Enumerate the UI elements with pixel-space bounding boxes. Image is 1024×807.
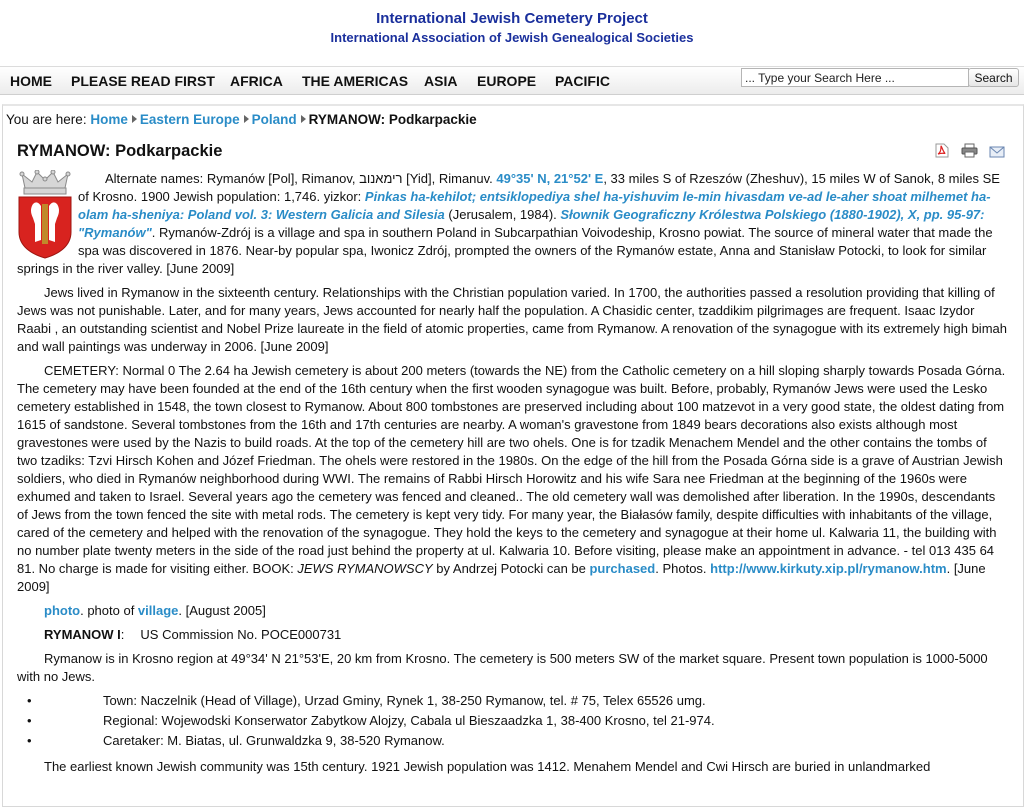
nav-please-read-first[interactable]: PLEASE READ FIRST xyxy=(71,73,215,89)
paragraph-cemetery xyxy=(17,362,1007,596)
site-header xyxy=(0,0,1024,66)
site-subtitle[interactable]: International Association of Jewish Genealogical Societies xyxy=(330,30,694,45)
search-input[interactable] xyxy=(741,68,969,87)
photo-text: . [August 2005] xyxy=(178,603,266,618)
coordinates-link[interactable]: 49°35' N, 21°52' E xyxy=(496,171,604,186)
breadcrumb-arrow-icon xyxy=(301,115,306,123)
breadcrumb-eastern-europe[interactable]: Eastern Europe xyxy=(139,112,240,127)
intro-text: Alternate names: Rymanów [Pol], Rimanov, רימאנוב [Yid], Rimanuv. xyxy=(105,171,497,186)
commission-colon: : xyxy=(120,627,125,642)
nav-europe[interactable]: EUROPE xyxy=(477,73,537,89)
breadcrumb-arrow-icon xyxy=(132,115,137,123)
search-button[interactable]: Search xyxy=(968,68,1019,87)
nav-the-americas[interactable]: THE AMERICAS xyxy=(302,73,409,89)
village-link[interactable]: village xyxy=(137,603,179,618)
nav-asia[interactable]: ASIA xyxy=(424,73,458,89)
intro-text: , 33 miles S of Rzeszów (Zheshuv), 15 miles W of Sanok, 8 miles SE of Krosno. 1900 Jewish population: 1,746. yizkor: xyxy=(78,171,1000,204)
intro-text: (Jerusalem, 1984). xyxy=(444,207,561,222)
photo-text: . photo of xyxy=(80,603,138,618)
breadcrumb-prefix: You are here: xyxy=(6,112,91,127)
slownik-link[interactable]: Słownik Geograficzny Królestwa Polskiego (1880-1902), X, pp. 95-97: "Rymanów" xyxy=(78,207,985,240)
paragraph-earliest: The earliest known Jewish community was 15th century. 1921 Jewish population was 1412. Menahem Mendel and Cwi Hirsch are buried in unlandmarked xyxy=(44,759,931,774)
purchased-link[interactable]: purchased xyxy=(589,561,656,576)
contacts-list xyxy=(17,692,1007,750)
rymanow-i-label: RYMANOW I xyxy=(44,627,121,642)
cemetery-text: by Andrzej Potocki can be xyxy=(432,561,590,576)
breadcrumb-poland[interactable]: Poland xyxy=(251,112,297,127)
paragraph-commission xyxy=(17,626,1007,644)
commission-number: US Commission No. POCE000731 xyxy=(140,627,342,642)
breadcrumb xyxy=(6,112,477,127)
article-title: RYMANOW: Podkarpackie xyxy=(17,142,223,160)
content-area xyxy=(2,104,1024,807)
nav-home[interactable]: HOME xyxy=(10,73,52,89)
paragraph-intro xyxy=(17,170,1007,278)
nav-africa[interactable]: AFRICA xyxy=(230,73,283,89)
nav-pacific[interactable]: PACIFIC xyxy=(555,73,610,89)
photo-link[interactable]: photo xyxy=(44,603,81,618)
book-title: JEWS RYMANOWSCY xyxy=(297,561,433,576)
breadcrumb-current: RYMANOW: Podkarpackie xyxy=(308,112,477,127)
intro-text: . Rymanów-Zdrój is a village and spa in southern Poland in Subcarpathian Voivodeship, Krosno powiat. The source of mineral water that made the spa was discovered in 1876. Near-by popular spa, Iwonicz Zdrój, prompted the owners of the Rymanów estate, Anna and Stanisław Potocki, to look for similar springs in the river valley. [June 2009] xyxy=(17,225,993,276)
breadcrumb-home[interactable]: Home xyxy=(90,112,128,127)
list-item: • Caretaker: M. Biatas, ul. Grunwaldzka 9, 38-520 Rymanow. xyxy=(17,732,1007,750)
photos-url-link[interactable]: http://www.kirkuty.xip.pl/rymanow.htm xyxy=(710,561,947,576)
site-title[interactable]: International Jewish Cemetery Project xyxy=(376,10,648,27)
cemetery-text: . [June 2009] xyxy=(17,561,986,594)
cemetery-text: . Photos. xyxy=(655,561,711,576)
paragraph-location: Rymanow is in Krosno region at 49°34' N 21°53'E, 20 km from Krosno. The cemetery is 500 meters SW of the market square. Present town population is 1000-5000 with no Jews. xyxy=(17,651,988,684)
cemetery-text: CEMETERY: Normal 0 The 2.64 ha Jewish cemetery is about 200 meters (towards the NE) from the Catholic cemetery on a hill sloping sharply towards Posada Górna. The cemetery may have been founded at the end of the 16th century when the first wooden synagogue was built. Before, probably, Rymanów Jews were used the Lesko cemetery established in 1548, the town closest to Rymanow. About 800 tombstones are preserved including about 100 matzevot in a very good state, the oldest dating from 1615 of sandstone. Several tombstones from the 16th and 17th centuries are nearby. A woman's gravestone from 1849 bears decorations also exists although most gravestones were used by the Nazis to build roads. At the top of the cemetery hill are two ohels. One is for tzadik Menachem Mendel and the other contains the tombs of two tzadiks: Tzvi Hirsch Kohen and Józef Friedman. The ohels were restored in the 1980s. On the edge of the hill from the Posada Górna side is a grave of Austrian Jewish soldiers, who died in Rymanów neighborhood during WWI. The remains of Rabbi Hirsch Horowitz and his wife Sara nee Friedman at the beginning of the 1960s were exhumed and taken to Israel. Several years ago the cemetery was fenced and cleaned.. The old cemetery wall was demolished after liberation. In the 1990s, descendants of Jews from the town fenced the site with metal rods. The cemetery is kept very tidy. For many year, the Białasów family, despite difficulties with inhabitants of the village, cared of the cemetery and helped with the renovation of the synagogue. They hold the keys to the cemetery and synagogue at their home ul. Kalwaria 11, the building with no number plate twenty meters in the side of the road just behind the property at ul. Kalwaria 10. Before visiting, please make an appointment in advance. - tel 013 435 64 81. No charge is made for visiting either. BOOK: xyxy=(17,363,1006,576)
breadcrumb-arrow-icon xyxy=(244,115,249,123)
coat-of-arms-image xyxy=(15,170,75,260)
yizkor-book-link[interactable]: Pinkas ha-kehilot; entsiklopediya shel ha-yishuvim le-min hivasdam ve-ad le-aher shoat milhemet ha-olam ha-sheniya: Poland vol. 3: Western Galicia and Silesia xyxy=(78,189,991,222)
paragraph-history: Jews lived in Rymanow in the sixteenth century. Relationships with the Christian population varied. In 1700, the authorities passed a resolution providing that killing of Jews was not punishable. Later, and for many years, Jews accounted for nearly half the population. A Chasidic center, tzaddikim pilgrimages are frequent. Isaac Izydor Raabi , an outstanding scientist and Nobel Prize laureate in the field of atomic properties, came from Rymanow. A renovation of the synagogue with its extremely high bimah and wall paintings was underway in 2006. [June 2009] xyxy=(17,285,1007,354)
paragraph-photo xyxy=(17,602,1007,620)
article xyxy=(17,140,1007,782)
list-item: • Regional: Wojewodski Konserwator Zabytkow Alojzy, Cabala ul Bieszaadzka 1, 38-400 Krosno, tel 21-974. xyxy=(17,712,1007,730)
list-item: • Town: Naczelnik (Head of Village), Urzad Gminy, Rynek 1, 38-250 Rymanow, tel. # 75, Telex 65526 umg. xyxy=(17,692,1007,710)
